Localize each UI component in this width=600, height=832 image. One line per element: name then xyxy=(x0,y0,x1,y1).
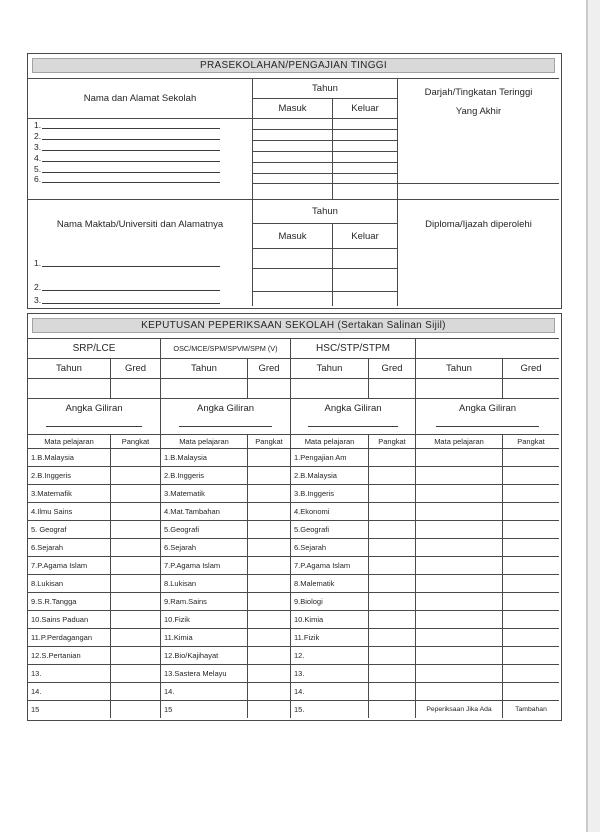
subject-cell: 13. xyxy=(28,664,111,682)
school-fill-line xyxy=(28,152,252,163)
year-keluar-cell xyxy=(333,268,398,291)
subject-cell: 14. xyxy=(161,682,248,700)
rank-cell xyxy=(111,448,161,466)
rank-cell xyxy=(503,628,559,646)
row-number: 2. xyxy=(34,282,42,292)
qualification-header-stpm: HSC/STP/STPM xyxy=(291,338,416,358)
exam-grade-cell xyxy=(369,378,416,398)
rank-cell xyxy=(248,592,291,610)
exam-year-header: Tahun xyxy=(291,358,369,378)
subject-cell: 6.Sejarah xyxy=(161,538,248,556)
subject-cell xyxy=(416,502,503,520)
subject-cell: 9.Biologi xyxy=(291,592,369,610)
rank-cell xyxy=(369,484,416,502)
year-masuk-cell xyxy=(253,118,333,129)
highest-grade-header-line1: Darjah/Tingkatan Teringgi xyxy=(424,87,533,98)
subject-cell: 2.B.Malaysia xyxy=(291,466,369,484)
exam-year-cell xyxy=(416,378,503,398)
index-number-line xyxy=(308,426,397,427)
fill-line xyxy=(42,266,220,267)
exam-year-header: Tahun xyxy=(161,358,248,378)
year-keluar-cell xyxy=(333,291,398,306)
rank-cell xyxy=(369,448,416,466)
section-title-bar xyxy=(32,58,555,73)
highest-grade-cell xyxy=(398,118,559,183)
subject-cell: 15 xyxy=(161,700,248,718)
year-header: Tahun xyxy=(253,199,398,223)
subject-cell: 1.Pengajian Am xyxy=(291,448,369,466)
college-fill-line xyxy=(28,292,252,305)
subject-cell xyxy=(416,664,503,682)
rank-cell xyxy=(248,556,291,574)
subject-cell: 10.Sains Paduan xyxy=(28,610,111,628)
subject-cell xyxy=(416,628,503,646)
subject-column-header: Mata pelajaran xyxy=(416,434,503,448)
rank-cell xyxy=(503,556,559,574)
highest-grade-header xyxy=(398,78,559,118)
subject-cell: 10.Fizik xyxy=(161,610,248,628)
subject-column-header: Mata pelajaran xyxy=(291,434,369,448)
subject-cell: 3.Matemafik xyxy=(28,484,111,502)
college-name-header: Nama Maktab/Universiti dan Alamatnya xyxy=(28,199,253,248)
subject-cell: 2.B.Inggeris xyxy=(161,466,248,484)
fill-line xyxy=(42,150,220,151)
subject-cell: 3.Matematik xyxy=(161,484,248,502)
index-number-label: Angka Giliran xyxy=(458,403,517,414)
rank-cell xyxy=(369,556,416,574)
rank-cell xyxy=(503,448,559,466)
rank-cell xyxy=(111,592,161,610)
college-fill-line xyxy=(28,248,252,268)
index-number-label: Angka Giliran xyxy=(196,403,255,414)
year-keluar-cell xyxy=(333,140,398,151)
extra-exam-value: Tambahan xyxy=(503,700,559,718)
rank-cell xyxy=(248,628,291,646)
rank-cell xyxy=(248,574,291,592)
row-number: 6. xyxy=(34,174,42,184)
subject-cell: 10.Kimia xyxy=(291,610,369,628)
year-keluar-cell xyxy=(333,248,398,268)
row-number: 3. xyxy=(34,142,42,152)
rank-cell xyxy=(248,682,291,700)
index-number-label: Angka Giliran xyxy=(65,403,123,414)
education-history-table xyxy=(27,53,562,309)
college-name-lines xyxy=(28,248,253,306)
rank-cell xyxy=(369,628,416,646)
year-masuk-cell xyxy=(253,173,333,183)
index-number-block xyxy=(28,398,161,434)
rank-cell xyxy=(111,556,161,574)
rank-cell xyxy=(369,610,416,628)
subject-column-header: Mata pelajaran xyxy=(28,434,111,448)
subject-cell: 4.Mat.Tambahan xyxy=(161,502,248,520)
rank-cell xyxy=(248,646,291,664)
school-fill-line xyxy=(28,119,252,130)
exam-year-header: Tahun xyxy=(416,358,503,378)
exam-grade-cell xyxy=(111,378,161,398)
row-number: 1. xyxy=(34,258,42,268)
rank-cell xyxy=(369,682,416,700)
fill-line xyxy=(42,303,220,304)
qualification-header-spm: OSC/MCE/SPM/SPVM/SPM (V) xyxy=(161,338,291,358)
index-number-line xyxy=(179,426,272,427)
exam-title-row xyxy=(28,314,559,338)
rank-cell xyxy=(111,682,161,700)
index-number-block xyxy=(416,398,559,434)
exam-title-bar xyxy=(32,318,555,333)
enter-year-header: Masuk xyxy=(253,223,333,248)
subject-cell: 11.P.Perdagangan xyxy=(28,628,111,646)
rank-cell xyxy=(248,484,291,502)
subject-cell: 14. xyxy=(28,682,111,700)
year-masuk-cell xyxy=(253,248,333,268)
subject-cell: 4.Ekonomi xyxy=(291,502,369,520)
rank-cell xyxy=(503,484,559,502)
subject-cell xyxy=(416,574,503,592)
rank-cell xyxy=(111,466,161,484)
subject-cell xyxy=(416,466,503,484)
subject-cell: 12.Bio/Kajihayat xyxy=(161,646,248,664)
rank-cell xyxy=(369,538,416,556)
exam-year-header: Tahun xyxy=(28,358,111,378)
subject-cell xyxy=(416,592,503,610)
row-number: 3. xyxy=(34,295,42,305)
college-fill-line xyxy=(28,268,252,292)
rank-cell xyxy=(369,664,416,682)
year-keluar-cell xyxy=(333,129,398,140)
fill-line xyxy=(42,290,220,291)
subject-cell: 8.Lukisan xyxy=(28,574,111,592)
subject-cell: 12.S.Pertanian xyxy=(28,646,111,664)
rank-cell xyxy=(503,502,559,520)
rank-cell xyxy=(248,610,291,628)
year-masuk-cell xyxy=(253,129,333,140)
leave-year-header: Keluar xyxy=(333,98,398,118)
subject-cell: 1.B.Malaysia xyxy=(28,448,111,466)
row-number: 4. xyxy=(34,153,42,163)
fill-line xyxy=(42,182,220,183)
year-header: Tahun xyxy=(253,78,398,98)
rank-cell xyxy=(248,448,291,466)
school-fill-line xyxy=(28,163,252,174)
rank-cell xyxy=(248,700,291,718)
subject-cell: 7.P.Agama Islam xyxy=(161,556,248,574)
rank-cell xyxy=(503,592,559,610)
subject-column-header: Mata pelajaran xyxy=(161,434,248,448)
highest-grade-header-line2: Yang Akhir xyxy=(455,106,502,117)
exam-grade-cell xyxy=(248,378,291,398)
exam-year-cell xyxy=(28,378,111,398)
exam-grade-header: Gred xyxy=(369,358,416,378)
subject-cell: 13.Sastera Melayu xyxy=(161,664,248,682)
year-masuk-cell xyxy=(253,140,333,151)
leave-year-header: Keluar xyxy=(333,223,398,248)
rank-cell xyxy=(111,484,161,502)
subject-cell: 12. xyxy=(291,646,369,664)
rank-cell xyxy=(111,700,161,718)
exam-grade-cell xyxy=(503,378,559,398)
rank-cell xyxy=(111,538,161,556)
diploma-header: Diploma/Ijazah diperolehi xyxy=(398,199,559,306)
rank-cell xyxy=(503,574,559,592)
rank-column-header: Pangkat xyxy=(503,434,559,448)
rank-cell xyxy=(111,520,161,538)
highest-grade-bottom-cell xyxy=(398,183,559,199)
rank-column-header: Pangkat xyxy=(111,434,161,448)
rank-cell xyxy=(503,538,559,556)
exam-grade-header: Gred xyxy=(248,358,291,378)
index-number-line xyxy=(436,426,539,427)
rank-cell xyxy=(248,520,291,538)
school-fill-line xyxy=(28,141,252,152)
qualification-header-srp: SRP/LCE xyxy=(28,338,161,358)
subject-cell: 1.B.Malaysia xyxy=(161,448,248,466)
year-masuk-cell xyxy=(253,268,333,291)
enter-year-header: Masuk xyxy=(253,98,333,118)
subject-cell: 7.P.Agama Islam xyxy=(28,556,111,574)
subject-cell: 6.Sejarah xyxy=(291,538,369,556)
school-name-header: Nama dan Alamat Sekolah xyxy=(28,78,253,118)
year-masuk-cell xyxy=(253,162,333,173)
row-number: 5. xyxy=(34,164,42,174)
subject-cell: 3.B.Inggeris xyxy=(291,484,369,502)
year-keluar-cell xyxy=(333,183,398,199)
subject-cell: 8.Malematik xyxy=(291,574,369,592)
exam-grade-header: Gred xyxy=(111,358,161,378)
rank-cell xyxy=(369,520,416,538)
subject-cell xyxy=(416,484,503,502)
rank-cell xyxy=(369,502,416,520)
rank-cell xyxy=(503,520,559,538)
rank-cell xyxy=(111,628,161,646)
subject-cell xyxy=(416,520,503,538)
qualification-header-other xyxy=(416,338,559,358)
subject-cell xyxy=(416,538,503,556)
subject-cell: 9.Ram.Sains xyxy=(161,592,248,610)
rank-cell xyxy=(111,502,161,520)
rank-column-header: Pangkat xyxy=(248,434,291,448)
school-fill-line xyxy=(28,174,252,184)
rank-cell xyxy=(111,646,161,664)
exam-year-cell xyxy=(291,378,369,398)
subject-cell xyxy=(416,448,503,466)
rank-cell xyxy=(369,574,416,592)
subject-cell: 5.Geografi xyxy=(291,520,369,538)
section-title: PRASEKOLAHAN/PENGAJIAN TINGGI xyxy=(200,60,387,71)
year-keluar-cell xyxy=(333,118,398,129)
section-title-row xyxy=(28,54,559,78)
subject-cell: 5.Geografi xyxy=(161,520,248,538)
subject-cell: 9.S.R.Tangga xyxy=(28,592,111,610)
index-number-block xyxy=(161,398,291,434)
subject-cell xyxy=(416,682,503,700)
fill-line xyxy=(42,139,220,140)
rank-cell xyxy=(248,502,291,520)
exam-title: KEPUTUSAN PEPERIKSAAN SEKOLAH (Sertakan Salinan Sijil) xyxy=(141,320,446,331)
year-keluar-cell xyxy=(333,173,398,183)
year-masuk-cell xyxy=(253,291,333,306)
rank-column-header: Pangkat xyxy=(369,434,416,448)
subject-cell: 11.Fizik xyxy=(291,628,369,646)
subject-cell xyxy=(416,610,503,628)
rank-cell xyxy=(369,700,416,718)
rank-cell xyxy=(111,610,161,628)
rank-cell xyxy=(369,646,416,664)
year-masuk-cell xyxy=(253,151,333,162)
rank-cell xyxy=(248,466,291,484)
extra-exam-label: Peperiksaan Jika Ada xyxy=(416,700,503,718)
index-number-line xyxy=(46,426,141,427)
subject-cell: 2.B.Inggeris xyxy=(28,466,111,484)
rank-cell xyxy=(248,664,291,682)
rank-cell xyxy=(503,466,559,484)
year-keluar-cell xyxy=(333,162,398,173)
subject-cell: 13. xyxy=(291,664,369,682)
fill-line xyxy=(42,161,220,162)
rank-cell xyxy=(503,610,559,628)
row-number: 1. xyxy=(34,120,42,130)
rank-cell xyxy=(248,538,291,556)
subject-cell: 15. xyxy=(291,700,369,718)
rank-cell xyxy=(111,574,161,592)
rank-cell xyxy=(503,664,559,682)
exam-grade-header: Gred xyxy=(503,358,559,378)
rank-cell xyxy=(369,592,416,610)
rank-cell xyxy=(503,682,559,700)
subject-cell xyxy=(416,646,503,664)
rank-cell xyxy=(503,646,559,664)
index-number-block xyxy=(291,398,416,434)
subject-cell: 15 xyxy=(28,700,111,718)
subject-cell: 7.P.Agama Islam xyxy=(291,556,369,574)
page-edge-shading xyxy=(586,0,600,832)
subject-cell: 4.Ilmu Sains xyxy=(28,502,111,520)
subject-cell: 14. xyxy=(291,682,369,700)
subject-cell xyxy=(416,556,503,574)
subject-cell: 6.Sejarah xyxy=(28,538,111,556)
year-keluar-cell xyxy=(333,151,398,162)
exam-year-cell xyxy=(161,378,248,398)
row-number: 2. xyxy=(34,131,42,141)
fill-line xyxy=(42,128,220,129)
subject-cell: 8.Lukisan xyxy=(161,574,248,592)
subject-cell: 11.Kimia xyxy=(161,628,248,646)
index-number-label: Angka Giliran xyxy=(324,403,382,414)
subject-cell: 5. Geograf xyxy=(28,520,111,538)
fill-line xyxy=(42,172,220,173)
rank-cell xyxy=(369,466,416,484)
school-name-lines xyxy=(28,118,253,199)
rank-cell xyxy=(111,664,161,682)
school-fill-line xyxy=(28,130,252,141)
year-masuk-cell xyxy=(253,183,333,199)
exam-results-table xyxy=(27,313,562,721)
